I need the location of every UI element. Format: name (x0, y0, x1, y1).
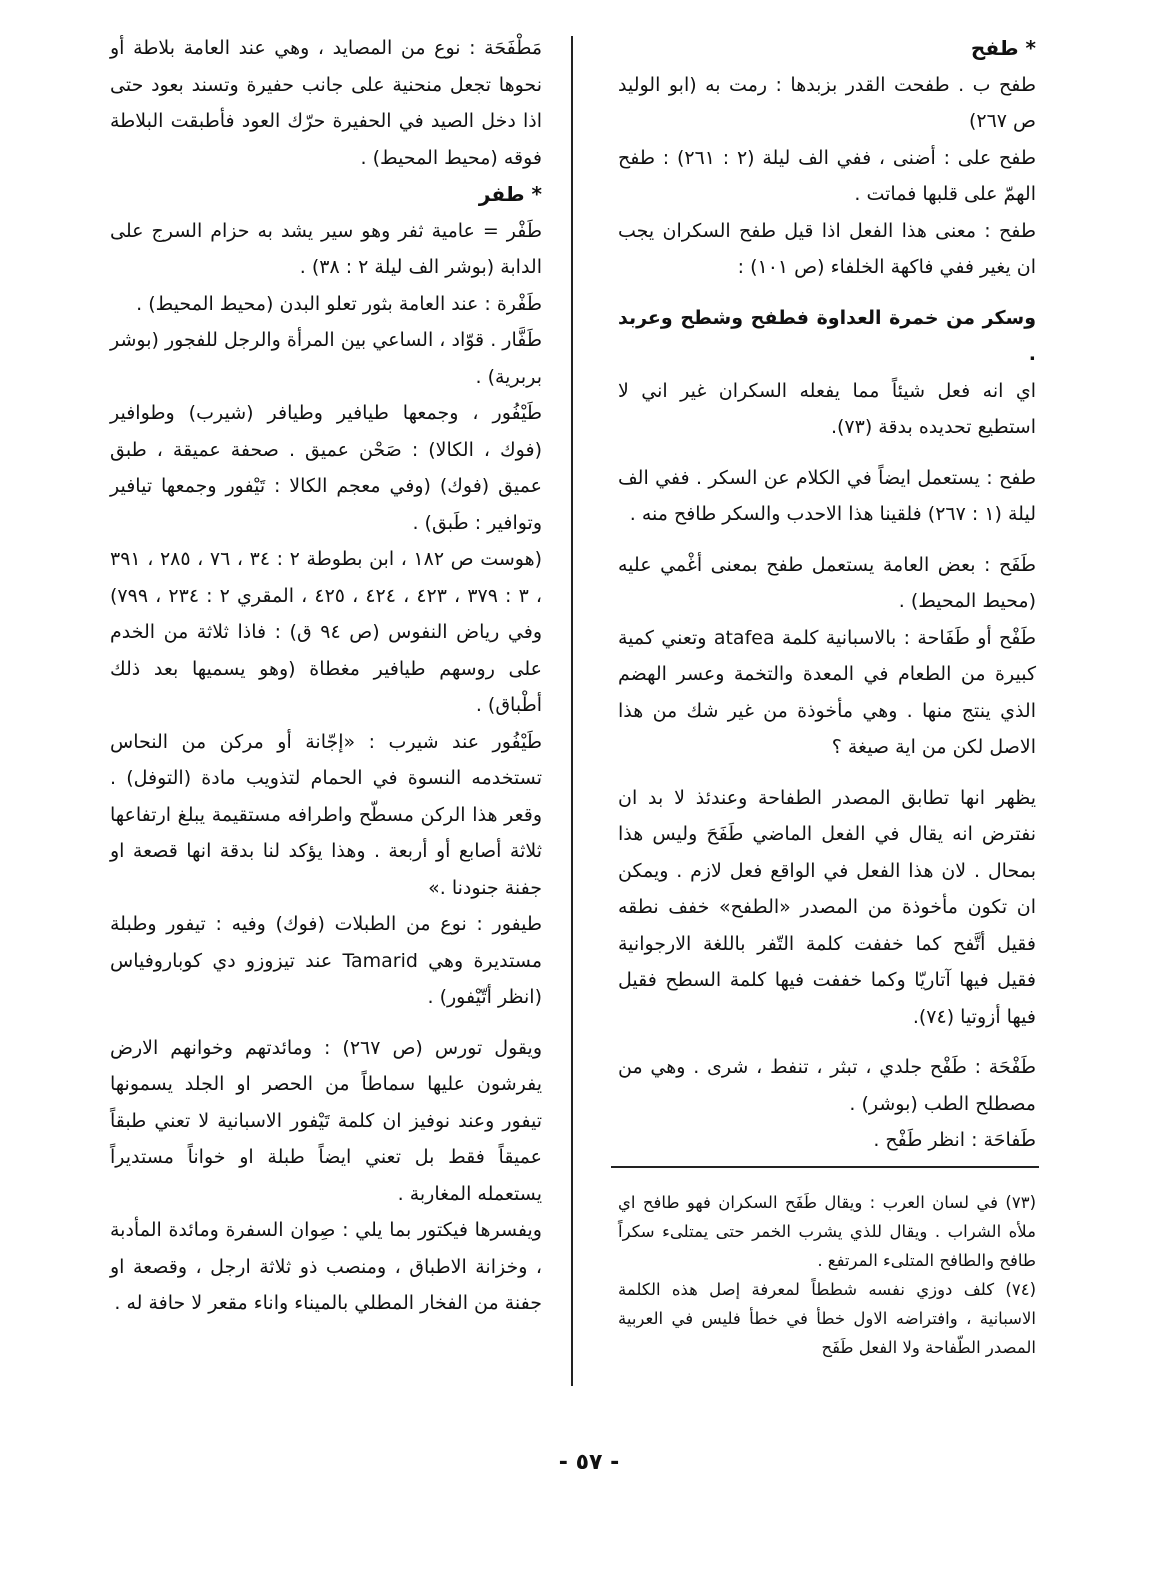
footnotes (618, 1188, 1036, 1362)
entry-tafh-tafaha: طَفْح أو طَفَاحة : بالاسبانية كلمة atafea وتعني كمية كبيرة من الطعام في المعدة والتخمة وعسر الهضم الذي ينتج منها . وهي مأخوذة من غير شك من هذا الاصل لكن من اية صيغة ؟ (618, 626, 1036, 758)
entry-quote-drunk: وسكر من خمرة العداوة فطفح وشطح وعربد . (618, 306, 1036, 365)
entry-explanation: اي انه فعل شيئاً مما يفعله السكران غير اني لا استطيع تحديده بدقة (٧٣). (618, 379, 1036, 438)
entry-tayfur-sherb: طَيْفُور عند شيرب : «إجّانة أو مركن من النحاس تستخدمه النسوة في الحمام لتذويب مادة (التوفل) . وقعر هذا الركن مسطّح واطرافه مستقيمة يبلغ ارتفاعها ثلاثة أصابع أو أربعة . وهذا يؤكد لنا بدقة انها قصعة او جفنة جنودنا .» (110, 730, 542, 899)
entry-victor: ويفسرها فيكتور بما يلي : صِوان السفرة ومائدة المأدبة ، وخزانة الاطباق ، ومنصب ذو ثلاثة ارجل ، وقصعة او جفنة من الفخار المطلي بالميناء واناء مقعر لا حافة له . (110, 1219, 542, 1314)
entry-tayfur: طَيْفُور ، وجمعها طيافير وطيافر (شيرب) وطوافير (فوك ، الكالا) : صَحْن عميق . صحفة عميقة ، طبق عميق (فوك) (وفي معجم الكالا : تَيْفور وجمعها تيافير وتوافير : طَبق) . (110, 402, 542, 534)
section-heading-tafar: * طفر (478, 182, 542, 206)
entry-origin-discussion: يظهر انها تطابق المصدر الطفاحة وعندئذ لا بد ان نفترض انه يقال في الفعل الماضي طَفَحَ وليس هذا بمحال . لان هذا الفعل في الواقع فعل لازم . ويمكن ان تكون مأخوذة من المصدر «الطفح» خفف نطقه فقيل أتَّفح كما خففت كلمة التّفر باللغة الارجوانية فقيل فيها آتاريّا وكما خففت فيها كلمة السطح فقيل فيها أزوتيا (٧٤). (618, 786, 1036, 1028)
entry-tafah-ala: طفح على : أضنى ، ففي الف ليلة (٢ : ٢٦١) : طفح الهمّ على قلبها فماتت . (618, 146, 1036, 205)
entry-tayfur-drum: طيفور : نوع من الطبلات (فوك) وفيه : تيفور وطبلة مستديرة وهي Tamarid عند تيزوزو دي كوباروفياس (انظر أتّيْفور) . (110, 913, 542, 1008)
entry-tafha: طَفْحَة : طَفْح جلدي ، تبثر ، تنفط ، شرى . وهي من مصطلح الطب (بوشر) . (618, 1056, 1036, 1115)
footnote-rule (611, 1166, 1039, 1168)
entry-tafah-sukr: طفح : يستعمل ايضاً في الكلام عن السكر . ففي الف ليلة (١ : ٢٦٧) فلقينا هذا الاحدب والسكر طافح منه . (618, 466, 1036, 525)
right-column (618, 30, 1036, 1159)
section-heading-tafah: * طفح (970, 36, 1036, 60)
entry-torres: ويقول تورس (ص ٢٦٧) : ومائدتهم وخوانهم الارض يفرشون عليها سماطاً من الحصر او الجلد يسمونها تيفور وعند نوفيز ان كلمة تَيْفور الاسبانية لا تعني طبقاً عميقاً فقط بل تعني ايضاً طبلة او خواناً مستديراً يستعمله المغاربة . (110, 1036, 542, 1205)
entry-taffar: طَفَّار . قوّاد ، الساعي بين المرأة والرجل للفجور (بوشر بربرية) . (110, 329, 542, 388)
entry-tafr: طَفْر = عامية ثفر وهو سير يشد به حزام السرج على الدابة (بوشر الف ليلة ٢ : ٣٨) . (110, 219, 542, 278)
entry-tafaha-see: طَفاحَة : انظر طَفْح . (873, 1129, 1036, 1151)
left-column (110, 30, 542, 1322)
entry-matfaha: مَطْفَحَة : نوع من المصايد ، وهي عند العامة بلاطة أو نحوها تجعل منحنية على جانب حفيرة وتسند بعود حتى اذا دخل الصيد في الحفيرة حرّك العود فأطبقت البلاطة فوقه (محيط المحيط) . (110, 37, 542, 169)
entry-tafah-bi: طفح ب . طفحت القدر بزبدها : رمت به (ابو الوليد ص ٢٦٧) (618, 73, 1036, 132)
page-number: - ٥٧ - (558, 1450, 620, 1475)
footnote-74: (٧٤) كلف دوزي نفسه شططاً لمعرفة إصل هذه الكلمة الاسبانية ، وافتراضه الاول خطأ في خطأ فليس في العربية المصدر الطّفاحة ولا الفعل طَفَح (618, 1280, 1036, 1357)
footnote-73: (٧٣) في لسان العرب : ويقال طَفَح السكران فهو طافح اي ملأه الشراب . ويقال للذي يشرب الخمر حتى يمتلىء سكراً طافح والطافح المتلىء المرتفع . (618, 1193, 1036, 1270)
entry-tafah-aghmi: طَفَح : بعض العامة يستعمل طفح بمعنى أغْمي عليه (محيط المحيط) . (618, 553, 1036, 612)
column-divider (571, 36, 573, 1386)
entry-tafah-meaning: طفح : معنى هذا الفعل اذا قيل طفح السكران يجب ان يغير ففي فاكهة الخلفاء (ص ١٠١) : (618, 219, 1036, 278)
entry-tafra: طَفْرة : عند العامة بثور تعلو البدن (محيط المحيط) . (136, 292, 542, 315)
entry-references: (هوست ص ١٨٢ ، ابن بطوطة ٢ : ٣٤ ، ٧٦ ، ٢٨٥ ، ٣٩١ ، ٣ : ٣٧٩ ، ٤٢٣ ، ٤٢٤ ، ٤٢٥ ، المقري ٢ : ٢٣٤ ، ٧٩٩) وفي رياض النفوس (ص ٩٤ ق) : فاذا ثلاثة من الخدم على روسهم طيافير مغطاة (وهو يسميها بعد ذلك أطْباق) . (110, 548, 543, 716)
